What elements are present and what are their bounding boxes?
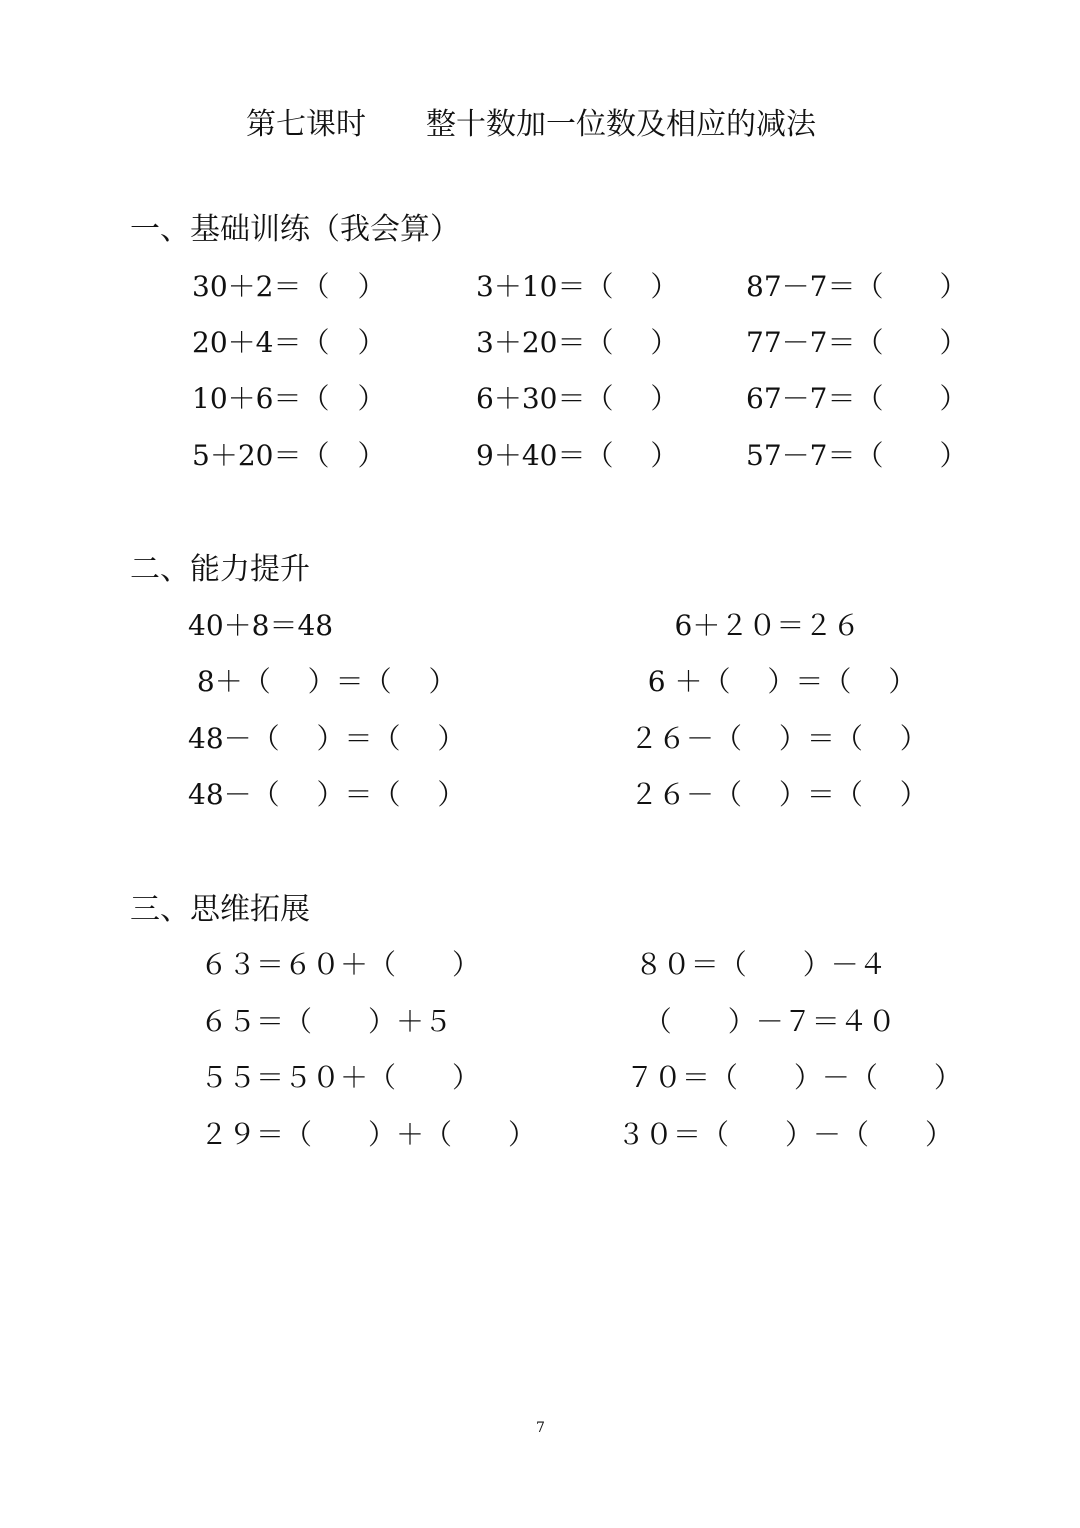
equation: 6 ＋（ ）＝（ ） xyxy=(630,665,917,698)
equation: 9＋40＝（ ） xyxy=(476,439,679,472)
equation: 57－7＝（ ） xyxy=(746,439,968,472)
equation: （ ）－７＝４０ xyxy=(617,1005,896,1038)
equation: 10＋6＝（ ） xyxy=(192,382,386,415)
equation: 3＋10＝（ ） xyxy=(476,270,679,303)
equation: 3＋20＝（ ） xyxy=(476,326,679,359)
equation: ８０＝（ ）－４ xyxy=(617,948,887,981)
equation: 40＋8＝48 xyxy=(188,609,334,642)
equation: 87－7＝（ ） xyxy=(746,270,968,303)
equation: 6＋30＝（ ） xyxy=(476,382,679,415)
equation: 20＋4＝（ ） xyxy=(192,326,386,359)
equation: 48－（ ）＝（ ） xyxy=(188,778,466,811)
equation: 30＋2＝（ ） xyxy=(192,270,386,303)
section-heading: 一、基础训练（我会算） xyxy=(130,212,460,247)
equation: 48－（ ）＝（ ） xyxy=(188,722,466,755)
equation: 5＋20＝（ ） xyxy=(192,439,386,472)
page-title: 第七课时 整十数加一位数及相应的减法 xyxy=(246,107,816,142)
equation: ３０＝（ ）－（ ） xyxy=(617,1118,954,1151)
section-heading: 二、能力提升 xyxy=(130,552,310,587)
equation: ６３＝６０＋（ ） xyxy=(200,948,481,981)
equation: ２９＝（ ）＋（ ） xyxy=(200,1118,537,1151)
equation: ７０＝（ ）－（ ） xyxy=(617,1061,962,1094)
equation: 77－7＝（ ） xyxy=(746,326,968,359)
equation: ２６－（ ）＝（ ） xyxy=(630,778,928,811)
equation: ６５＝（ ）＋５ xyxy=(200,1005,453,1038)
equation: 6＋２０＝２６ xyxy=(630,609,861,642)
equation: 67－7＝（ ） xyxy=(746,382,968,415)
section-heading: 三、思维拓展 xyxy=(130,892,310,927)
equation: ２６－（ ）＝（ ） xyxy=(630,722,928,755)
page-number: 7 xyxy=(536,1420,545,1436)
equation: 8＋（ ）＝（ ） xyxy=(188,665,457,698)
equation: ５５＝５０＋（ ） xyxy=(200,1061,481,1094)
